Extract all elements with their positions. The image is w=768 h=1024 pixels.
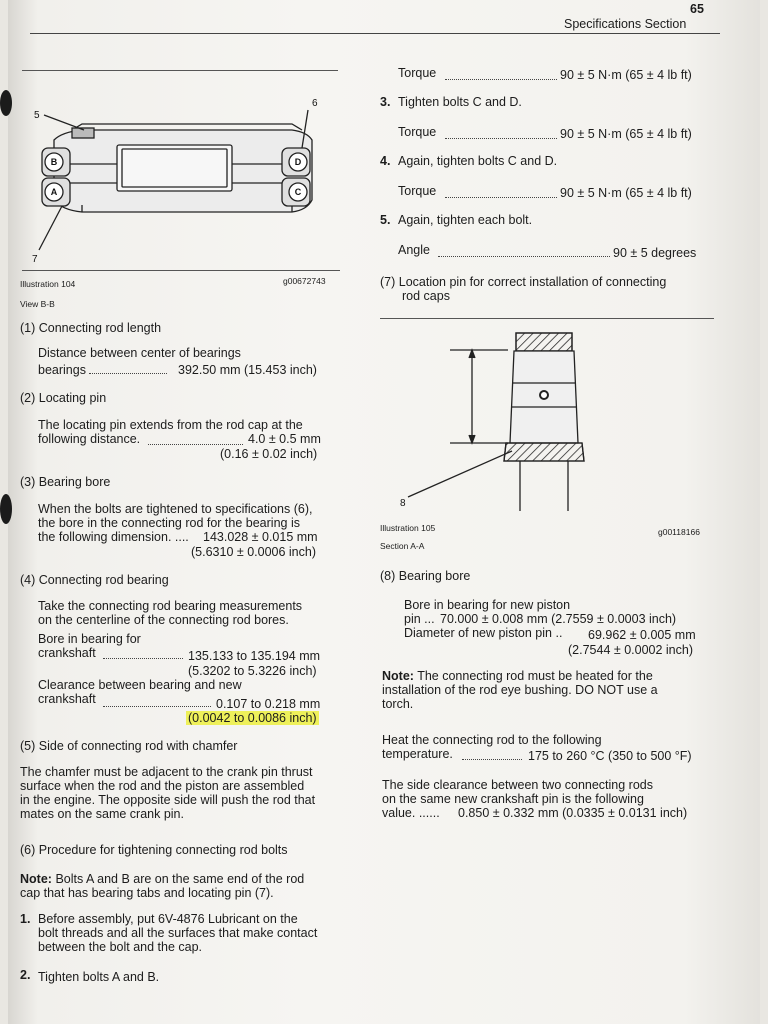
item4-clear-value2-highlight [186,711,319,725]
heat-value: 175 to 260 °C (350 to 500 °F) [528,749,692,763]
step1-line2: bolt threads and all the surfaces that make contact [38,926,318,940]
torque2-value: 90 ± 5 N·m (65 ± 4 lb ft) [560,127,692,141]
torque1-label: Torque [398,66,437,80]
item5-title: (5) Side of connecting rod with chamfer [20,739,238,753]
bolt-d-label: D [294,157,302,167]
header-rule [30,33,720,34]
side-clear-line1: The side clearance between two connecting rods [382,778,653,792]
torque2-dots [445,126,557,144]
step4-text: Again, tighten bolts C and D. [398,154,558,168]
item4-clear-value2: (0.0042 to 0.0086 inch) [188,711,317,725]
illustration-104-view: View B-B [20,299,55,309]
step1-line1: Before assembly, put 6V-4876 Lubricant on the [38,912,298,926]
angle-dots [438,244,610,262]
angle-value: 90 ± 5 degrees [613,246,697,260]
item6-note-line1: Bolts A and B are on the same end of the rod [55,872,305,886]
note2-label: Note: [382,669,414,683]
step5-number: 5. [380,213,391,227]
item3-line3: the following dimension. .... [38,530,189,544]
note2-line2: installation of the rod eye bushing. DO NOT use a [382,683,658,697]
torque2-label: Torque [398,125,437,139]
item5-line1: The chamfer must be adjacent to the crank pin thrust [20,765,313,779]
item4-line1: Take the connecting rod bearing measurements [38,599,303,613]
illustration-104-label: Illustration 104 [20,279,76,289]
step4-number: 4. [380,154,391,168]
item4-bore-value2: (5.3202 to 5.3226 inch) [188,664,317,678]
side-clear-line3: value. ...... [382,806,440,820]
bolt-c-label: C [294,187,302,197]
callout-8: 8 [400,498,406,509]
item8-title: (8) Bearing bore [380,569,471,583]
item2-value1: 4.0 ± 0.5 mm [248,432,321,446]
torque3-value: 90 ± 5 N·m (65 ± 4 lb ft) [560,186,692,200]
page-number: 65 [690,2,704,16]
item4-clear-value1: 0.107 to 0.218 mm [216,697,321,711]
item1-text: Distance between center of bearings [38,346,241,360]
item3-line2: the bore in the connecting rod for the bearing is [38,516,300,530]
item4-bore-dots [103,646,183,664]
item4-line2: on the centerline of the connecting rod bores. [38,613,289,627]
item4-clear-dots [103,694,211,712]
item3-title: (3) Bearing bore [20,475,111,489]
item8-pin-value: 70.000 ± 0.008 mm (2.7559 ± 0.0003 inch) [440,612,677,626]
illustration-105-code: g00118166 [658,527,700,537]
step3-text: Tighten bolts C and D. [398,95,522,109]
side-clear-value: 0.850 ± 0.332 mm (0.0335 ± 0.0131 inch) [458,806,688,820]
item6-note-label: Note: [20,872,52,886]
item3-value1: 143.028 ± 0.015 mm [203,530,318,544]
note2-line1: The connecting rod must be heated for the [417,669,653,683]
item4-clear-label1: Clearance between bearing and new [38,678,242,692]
connecting-rod-section-a-a [388,325,708,515]
heat-line2: temperature. [382,747,453,761]
item4-bore-label2: crankshaft [38,646,96,660]
angle-label: Angle [398,243,430,257]
item2-title: (2) Locating pin [20,391,107,405]
manual-page [8,0,760,1024]
item5-line4: mates on the same crank pin. [20,807,184,821]
item2-line2: following distance. [38,432,141,446]
item1-title: (1) Connecting rod length [20,321,162,335]
binder-hole-top [0,90,12,116]
torque3-dots [445,185,557,203]
item8-dia-value1: 69.962 ± 0.005 mm [588,628,696,642]
step1-number: 1. [20,912,31,926]
item5-line2: surface when the rod and the piston are assembled [20,779,305,793]
note2-line3: torch. [382,697,414,711]
illustration-104-bottom-rule [22,270,340,271]
bolt-b-label: B [50,157,58,167]
heat-dots [462,747,522,765]
item7-line1: (7) Location pin for correct installation of connecting [380,275,667,289]
item4-clear-label2: crankshaft [38,692,96,706]
step5-text: Again, tighten each bolt. [398,213,533,227]
step3-number: 3. [380,95,391,109]
binder-hole-middle [0,494,12,524]
item6-note [20,872,304,886]
item4-bore-label1: Bore in bearing for [38,632,141,646]
item5-line3: in the engine. The opposite side will push the rod that [20,793,316,807]
item4-bore-value1: 135.133 to 135.194 mm [188,649,321,663]
torque1-dots [445,67,557,85]
illustration-104-top-rule [22,70,338,71]
illustration-105-top-rule [380,318,714,319]
callout-5: 5 [34,110,40,121]
illustration-105-label: Illustration 105 [380,523,436,533]
connecting-rod-cap-view-b-b [22,90,332,265]
item6-note-line2: cap that has bearing tabs and locating pin (7). [20,886,274,900]
torque3-label: Torque [398,184,437,198]
item4-title: (4) Connecting rod bearing [20,573,169,587]
item1-value: 392.50 mm (15.453 inch) [178,363,317,377]
item6-title: (6) Procedure for tightening connecting rod bolts [20,843,288,857]
callout-7: 7 [32,254,38,265]
side-clear-line2: on the same new crankshaft pin is the following [382,792,644,806]
item1-bearings-label: bearings [38,363,167,377]
section-title: Specifications Section [564,17,687,31]
heat-line1: Heat the connecting rod to the following [382,733,602,747]
bolt-a-label: A [50,187,58,197]
item8-pin-label: pin ... [404,612,435,626]
item2-value2: (0.16 ± 0.02 inch) [220,447,318,461]
callout-6: 6 [312,98,318,109]
item8-dia-label: Diameter of new piston pin .. [404,626,563,640]
item2-line1: The locating pin extends from the rod cap at the [38,418,303,432]
illustration-104-code: g00672743 [283,276,326,286]
item3-value2: (5.6310 ± 0.0006 inch) [191,545,316,559]
step2-number: 2. [20,968,31,982]
item7-line2: rod caps [402,289,450,303]
step2-text: Tighten bolts A and B. [38,970,160,984]
note2-line1-row [382,669,653,683]
item3-line1: When the bolts are tightened to specifications (6), [38,502,313,516]
illustration-105-section: Section A-A [380,541,425,551]
item8-line1: Bore in bearing for new piston [404,598,571,612]
item8-dia-value2: (2.7544 ± 0.0002 inch) [568,643,693,657]
step1-line3: between the bolt and the cap. [38,940,203,954]
torque1-value: 90 ± 5 N·m (65 ± 4 lb ft) [560,68,692,82]
